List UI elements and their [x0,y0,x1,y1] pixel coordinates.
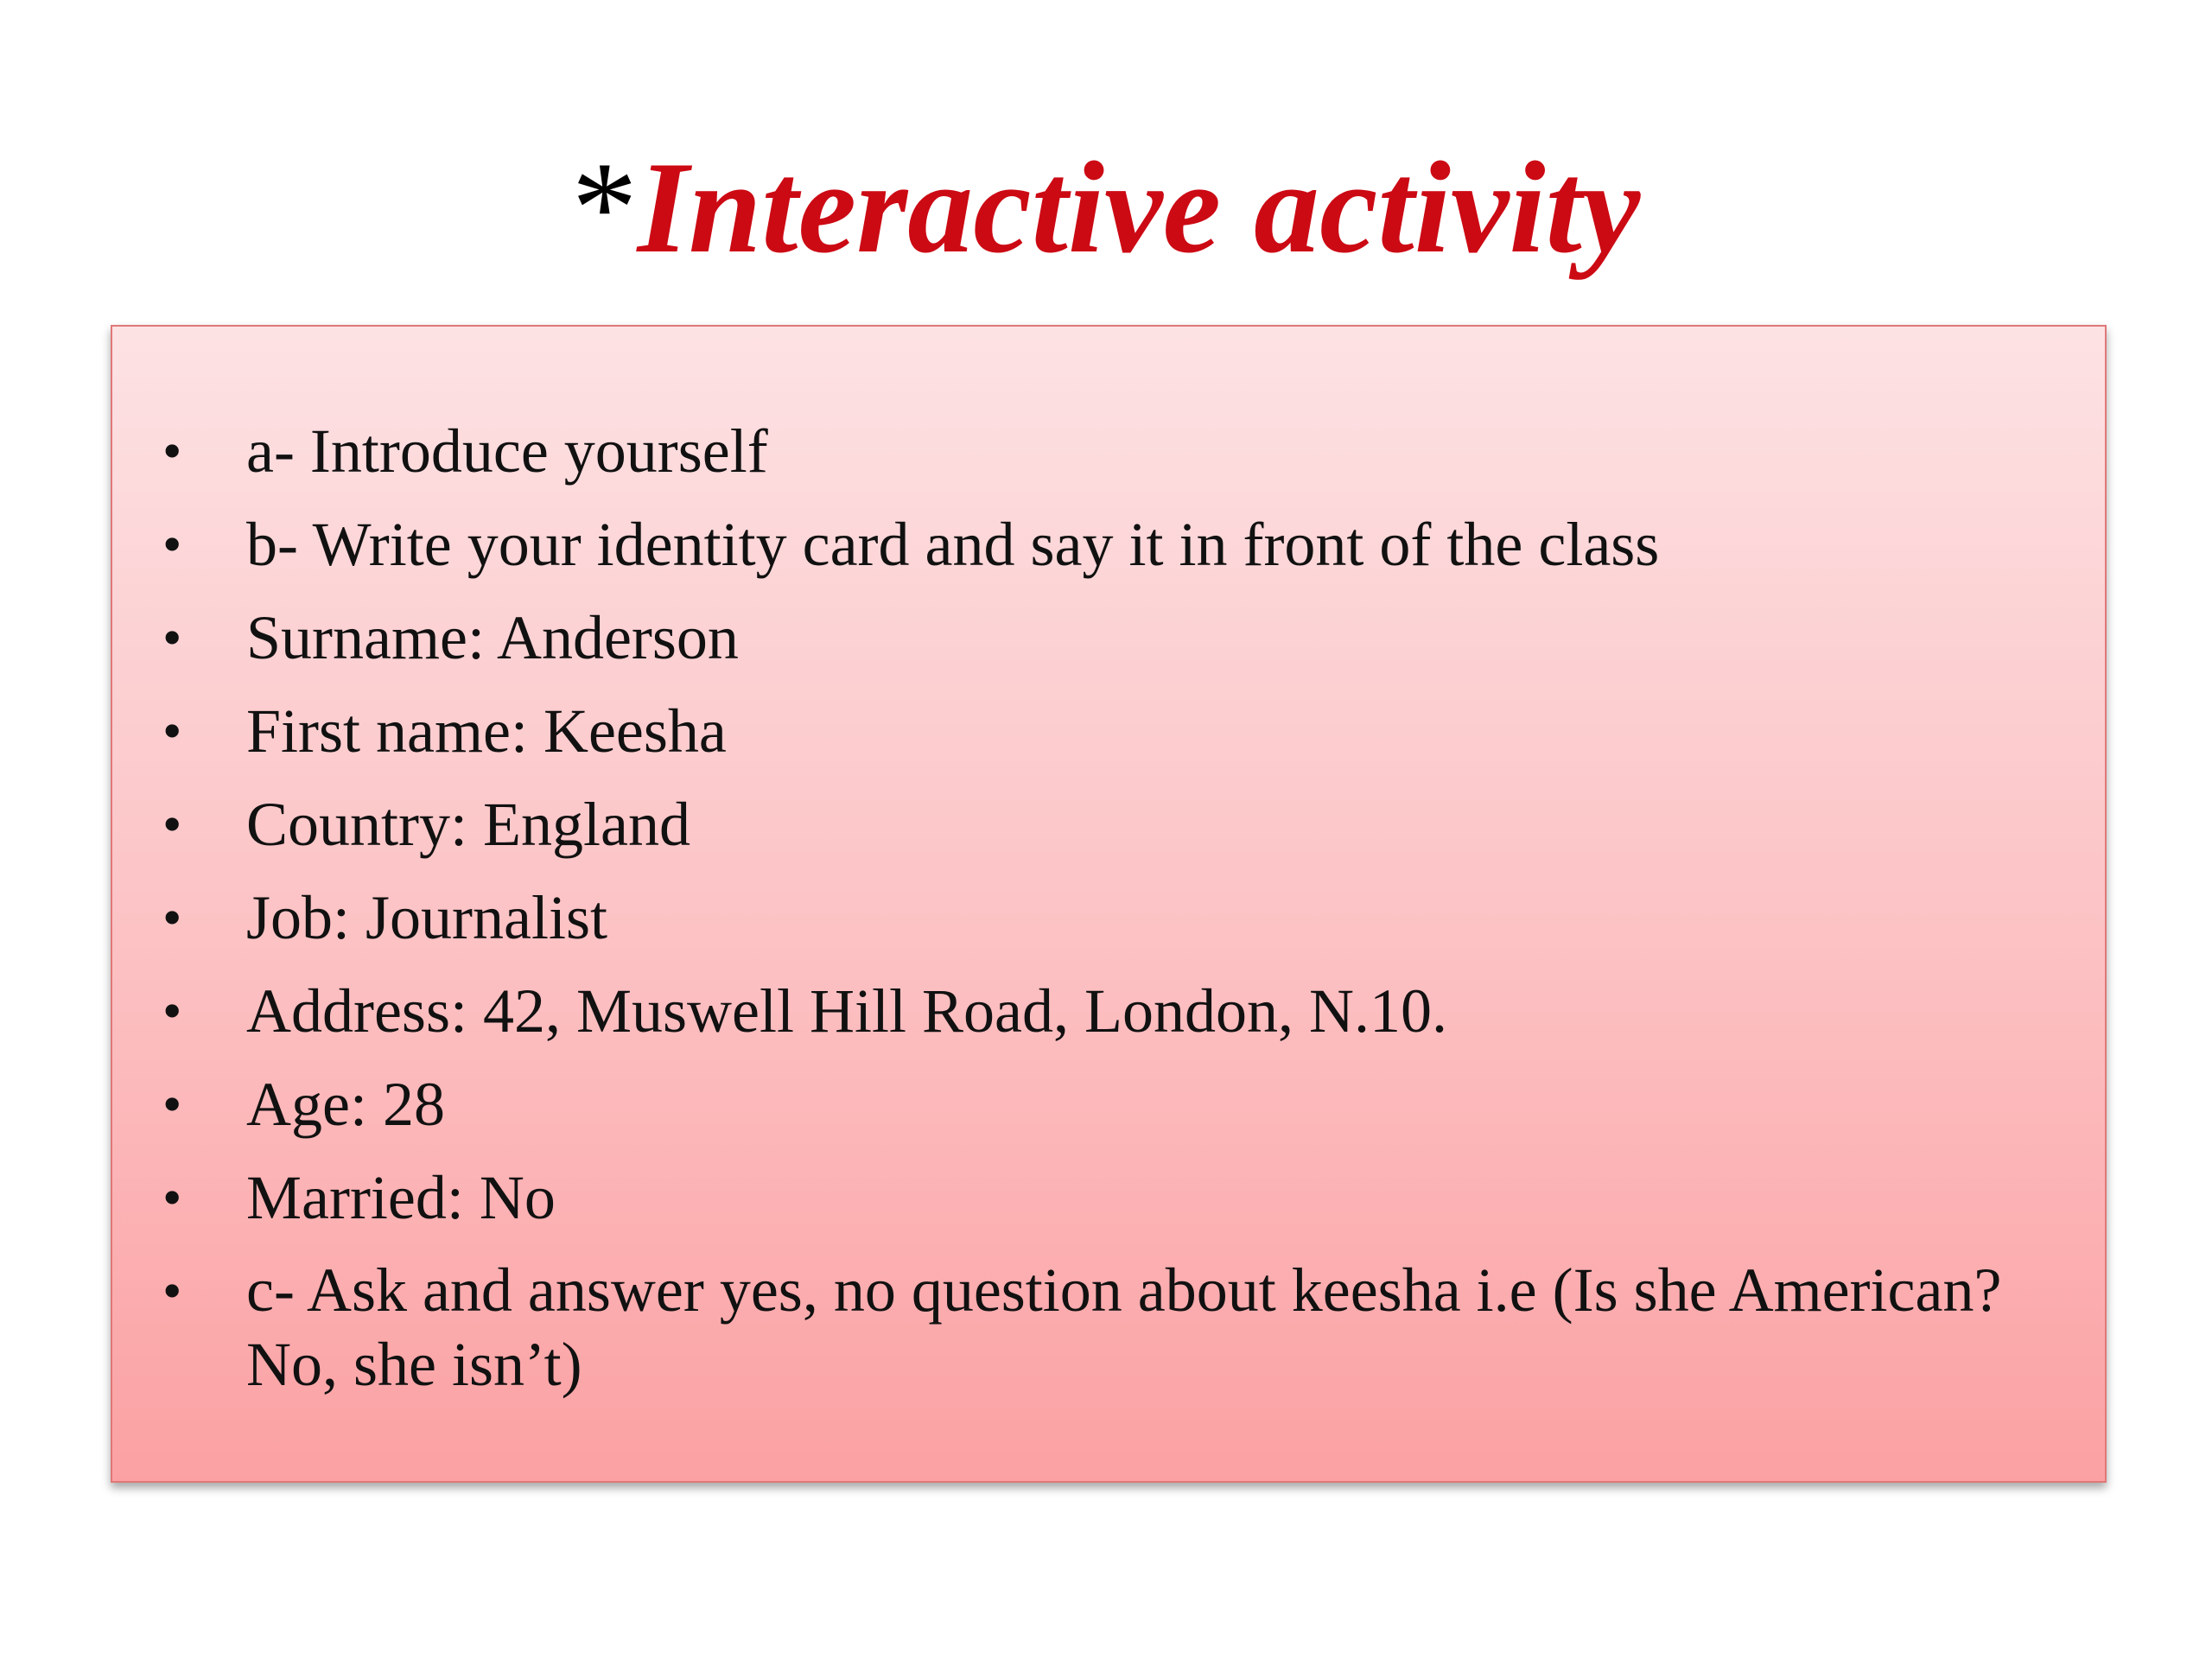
bullet-dot-icon: • [162,700,182,761]
bullet-item [112,786,2108,862]
title-asterisk: * [571,135,638,280]
title-text: Interactive activity [637,135,1641,280]
bullet-dot-icon: • [162,1260,182,1321]
bullet-item [112,1160,2108,1236]
bullet-list [112,413,2108,1419]
slide-title [0,130,2212,285]
bullet-item [112,413,2108,489]
bullet-dot-icon: • [162,607,182,668]
bullet-dot-icon: • [162,1166,182,1228]
bullet-item [112,693,2108,769]
bullet-text: b- Write your identity card and say it in front of the class [246,510,1660,579]
bullet-text: Country: England [246,790,690,859]
bullet-item [112,600,2108,676]
bullet-item [112,1253,2108,1402]
bullet-item [112,506,2108,582]
bullet-dot-icon: • [162,887,182,948]
bullet-dot-icon: • [162,980,182,1041]
bullet-text: Married: No [246,1163,556,1232]
bullet-item [112,880,2108,956]
bullet-item [112,1066,2108,1142]
content-box [111,325,2107,1483]
bullet-dot-icon: • [162,793,182,855]
bullet-text: c- Ask and answer yes, no question about keesha i.e (Is she American? No, she isn’t) [246,1255,2002,1399]
bullet-item [112,973,2108,1049]
bullet-text: First name: Keesha [246,696,727,766]
bullet-text: Address: 42, Muswell Hill Road, London, N.10. [246,976,1447,1046]
bullet-text: Age: 28 [246,1070,445,1139]
bullet-text: a- Introduce yourself [246,416,768,486]
bullet-text: Job: Journalist [246,883,608,952]
bullet-dot-icon: • [162,420,182,481]
bullet-dot-icon: • [162,513,182,575]
bullet-text: Surname: Anderson [246,603,739,672]
bullet-dot-icon: • [162,1073,182,1135]
